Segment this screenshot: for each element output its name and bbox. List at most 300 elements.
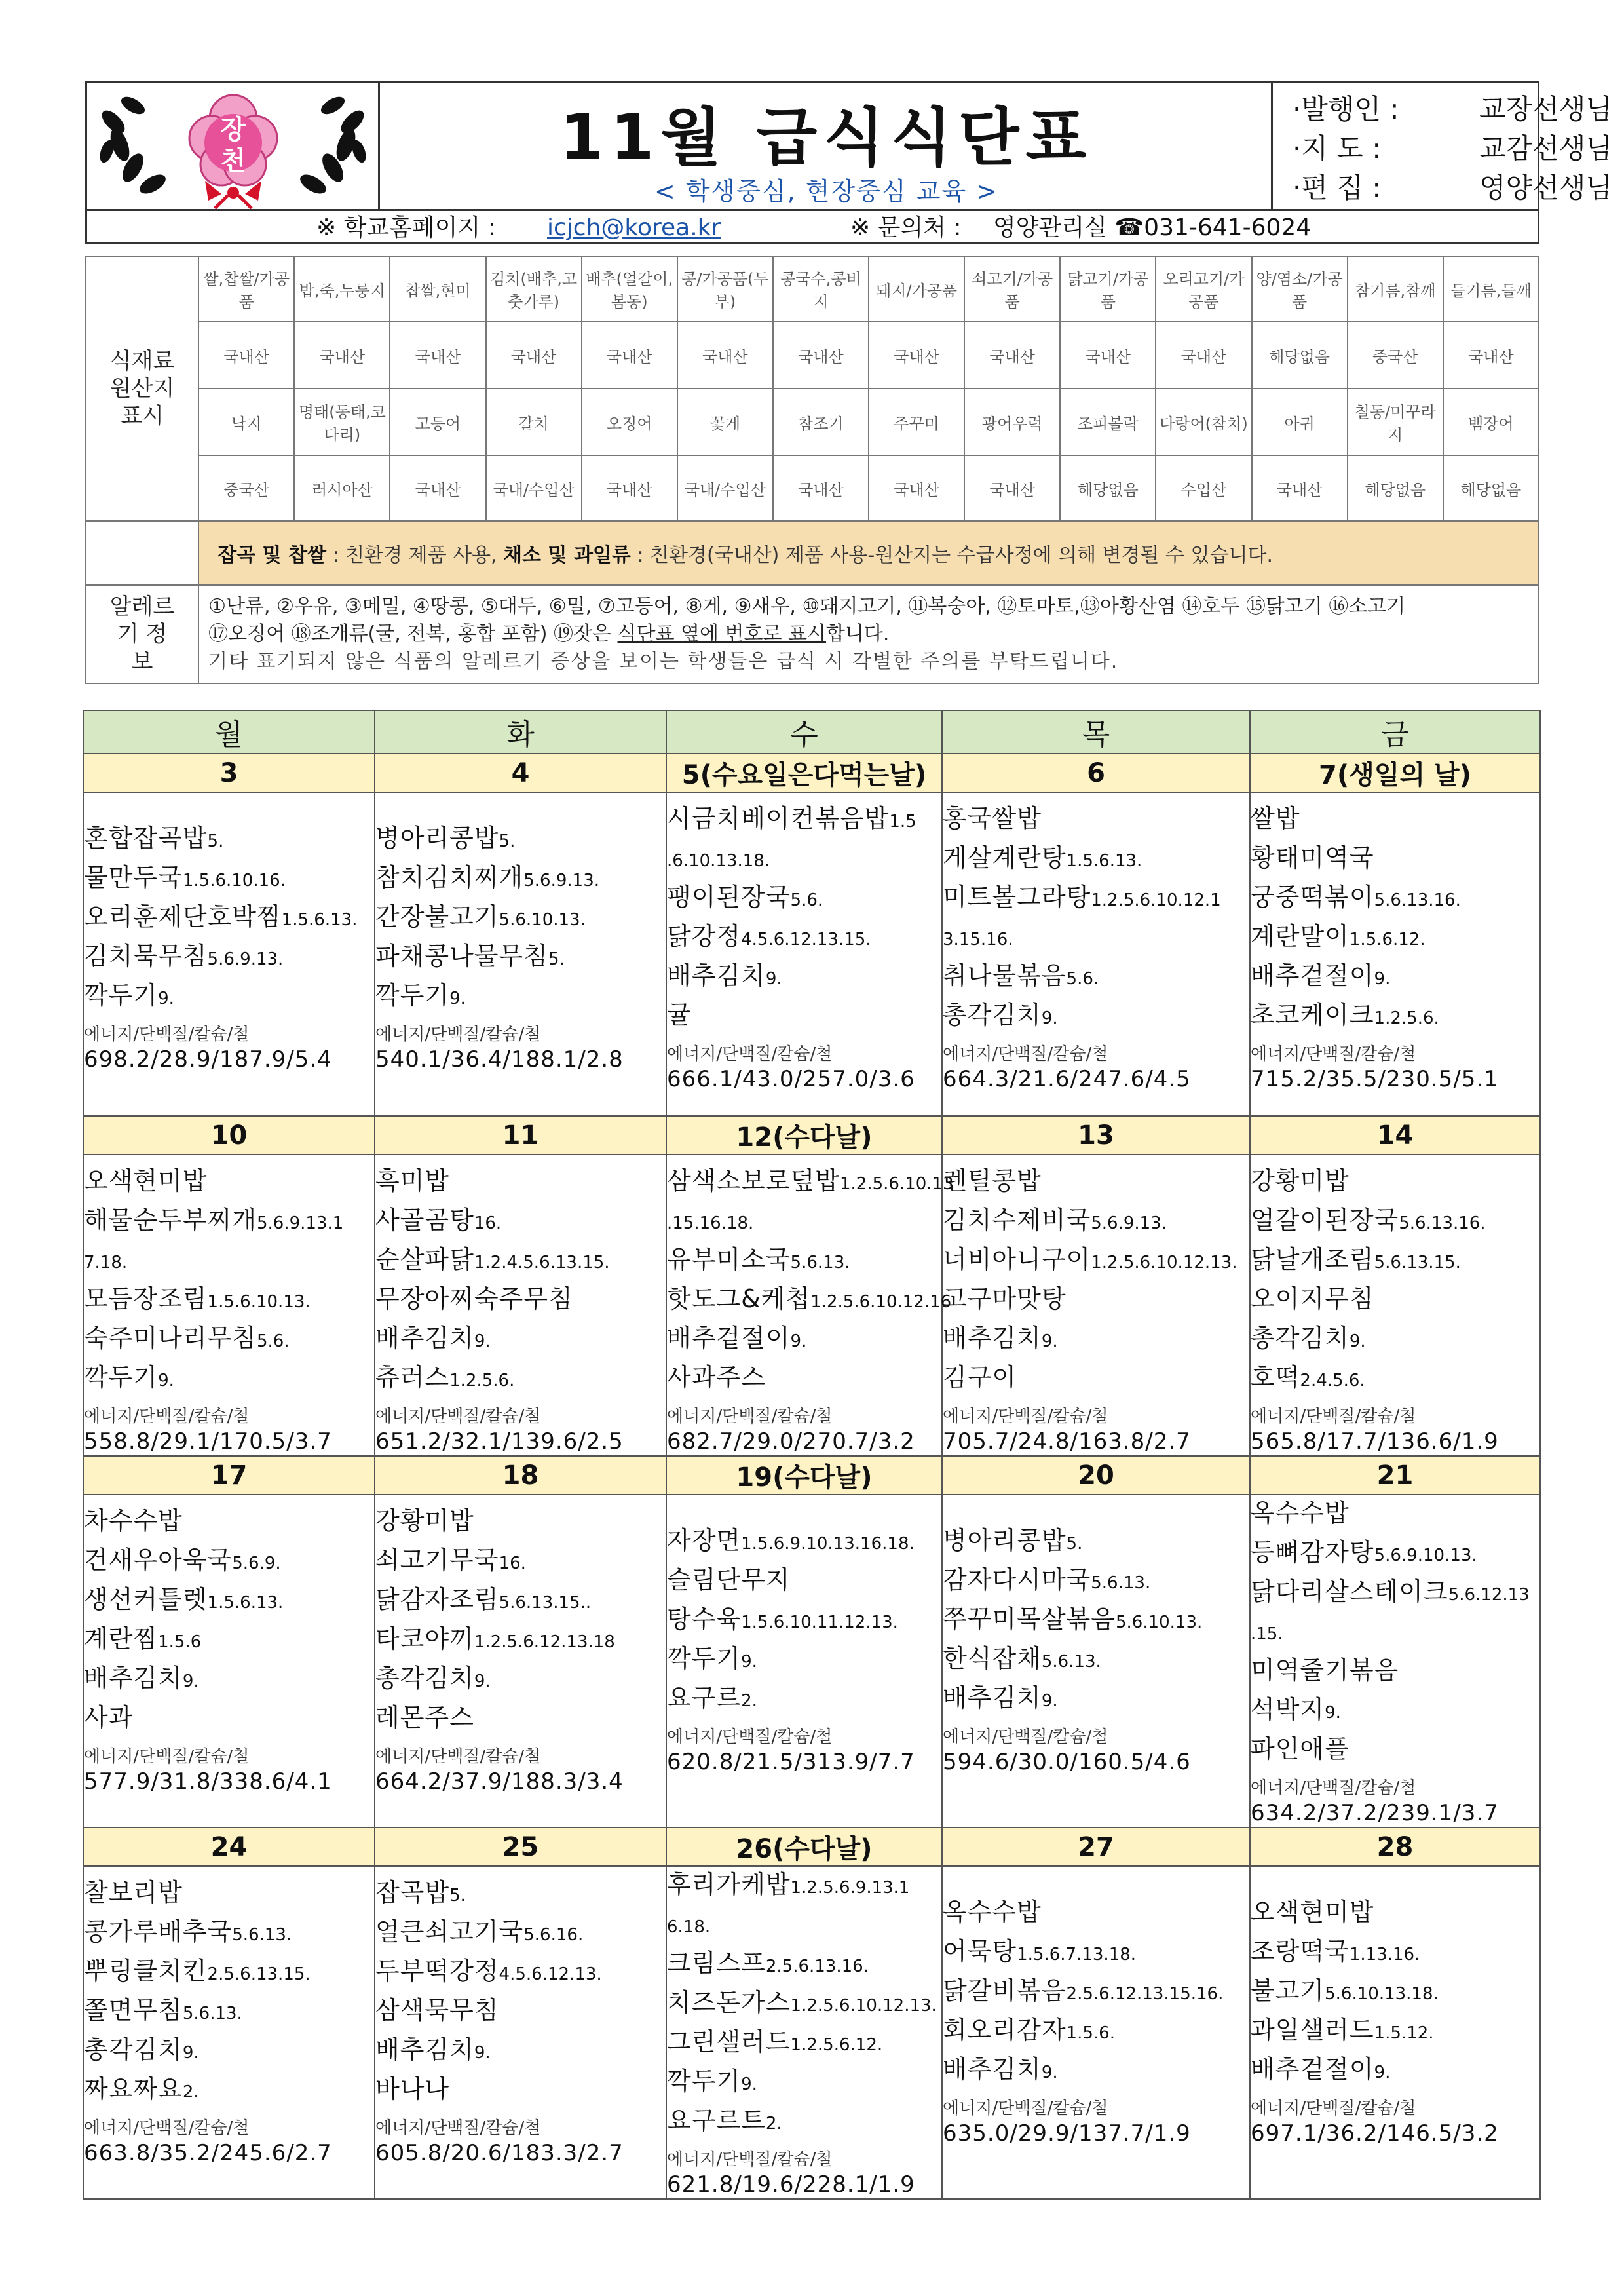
date-cell: 25 [375,1827,666,1866]
dish-name: 요구르 [667,1683,742,1712]
allergy-code: 9. [1349,1331,1366,1351]
allergy-code: 5.6. [790,890,823,910]
menu-cell [1250,1155,1540,1456]
dish-item [667,997,941,1037]
dish-name: 슬림단무지 [667,1565,791,1594]
menu-cell-content [375,793,666,1073]
dish-item [84,1993,374,2032]
dish-list [943,793,1249,1037]
origin-value: 국내산 [582,455,677,521]
dish-item [943,1894,1249,1934]
dish-name: 레몬주스 [375,1703,474,1732]
allergy-code: 1.2.5.6.10.12.13. [790,1996,937,2016]
dish-name: 총각김치 [943,1001,1042,1029]
allergy-code: 5.6.13. [182,2004,242,2023]
allergy-code: 9. [182,2043,199,2063]
header-box [85,81,1612,244]
menu-cell [666,792,942,1116]
dish-item [943,1320,1249,1360]
day-header: 화 [375,710,666,754]
allergy-code: 9. [1041,1691,1058,1711]
nutrition-value: 594.6/30.0/160.5/4.6 [943,1749,1191,1775]
dish-name: 깍두기 [375,981,450,1010]
allergy-code: 5.6.13.15. [1374,1253,1461,1272]
dish-item [943,840,1249,879]
dish-item [84,1953,374,1993]
origin-note-spacer [86,521,198,585]
dish-name: 팽이된장국 [667,883,791,911]
dish-name: 홍국쌀밥 [943,804,1042,833]
editor-key: ·편 집 : [1293,172,1382,204]
dish-name: 찰보리밥 [84,1878,183,1907]
allergy-code: 2.5.6.13.15. [207,1964,311,1984]
dish-item [943,2052,1249,2091]
allergy-code: 5. [449,1886,466,1905]
dish-item [1251,1320,1539,1360]
dish-item [1251,1613,1539,1653]
origin-item: 칠동/미꾸라지 [1348,389,1443,455]
dish-item [1251,801,1539,840]
dish-name: 요구르트 [667,2106,766,2135]
dish-item [943,1641,1249,1680]
origin-value: 국내산 [198,322,294,389]
dish-name: 총각김치 [375,1664,474,1693]
nutrition-label: 에너지/단백질/칼슘/철 [943,2099,1108,2118]
dish-name: 어묵탕 [943,1937,1017,1966]
origin-item: 쌀,찹쌀/가공품 [198,256,294,322]
dish-item [667,919,941,958]
dish-item [943,997,1249,1037]
allergy-code: 9. [158,989,174,1008]
dish-item [667,1906,941,1945]
date-cell: 11 [375,1116,666,1155]
allergy-code: 9. [449,989,466,1008]
allergy-code: 9. [474,1331,491,1351]
nutrition-value: 621.8/19.6/228.1/1.9 [667,2172,915,2198]
day-header: 월 [83,710,375,754]
dish-name: 강황미밥 [375,1506,474,1535]
dish-item [1251,919,1539,958]
dish-list [667,1867,941,2142]
allergy-code: 1.2.5.6.10.12.13. [1091,1253,1237,1272]
allergy-code: 5.6.9.10.13. [1374,1546,1477,1565]
dish-list [375,1867,666,2111]
allergy-code: 5.6. [256,1331,290,1351]
dish-item [667,1601,941,1641]
contact-bar [87,209,1538,242]
menu-cell-content [667,1495,941,1776]
allergy-code: 5.6.13.16. [1374,890,1461,910]
dish-item [667,1320,941,1360]
nutrition-label: 에너지/단백질/칼슘/철 [84,1747,250,1767]
dish-name: 총각김치 [1251,1324,1350,1352]
dish-name: 사과주스 [667,1363,766,1392]
allergy-line-2-a: ⑰오징어 ⑱조개류(굴, 전복, 홍합 포함) ⑲잣은 [208,622,618,645]
dish-name: 시금치베이컨볶음밥 [667,804,890,833]
dish-name: 유부미소국 [667,1245,791,1274]
dish-list [667,1495,941,1719]
menu-cell [83,1495,375,1827]
dish-name: 렌틸콩밥 [943,1166,1042,1195]
allergy-code: 6.18. [667,1917,711,1937]
allergy-code: 9. [1325,1703,1341,1723]
dish-name: 배추김치 [375,2035,474,2064]
dish-item [84,1242,374,1281]
dish-name: 뿌링클치킨 [84,1957,208,1985]
dish-name: 강황미밥 [1251,1166,1350,1195]
menu-cell [942,1866,1250,2199]
dish-item [943,958,1249,997]
dish-item [943,801,1249,840]
origin-item: 오리고기/가공품 [1156,256,1251,322]
dish-item [84,860,374,899]
nutrition-label: 에너지/단백질/칼슘/철 [84,2118,250,2138]
origin-value: 국내/수입산 [486,455,582,521]
allergy-code: 5. [207,832,224,851]
dish-item [667,1945,941,1985]
dish-item [943,1973,1249,2012]
allergy-code: 5.6.12.13 [1448,1585,1530,1605]
menu-cell-content [84,793,374,1073]
dish-name: 귤 [667,1001,692,1029]
origin-value: 국내산 [1060,322,1156,389]
allergy-code: 1.5.12. [1374,2023,1434,2043]
origin-item: 주꾸미 [869,389,964,455]
dish-item [375,978,666,1017]
dish-name: 쭈꾸미목살볶음 [943,1605,1116,1634]
dish-name: 참치김치찌개 [375,863,524,892]
dish-name: 오이지무침 [1251,1284,1374,1313]
dish-name: 얼큰쇠고기국 [375,1917,524,1946]
dish-name: 깍두기 [84,981,159,1010]
date-cell: 5(수요일은다먹는날) [666,754,942,792]
allergy-row [86,585,1539,683]
allergy-code: 5.6.10.13.18. [1325,1984,1439,2004]
dish-item [375,1953,666,1993]
dish-name: 황태미역국 [1251,843,1374,872]
allergy-code: 1.5.6.13. [1066,851,1142,871]
allergy-title: 알레르기 정보 [86,585,198,683]
dish-name: 흑미밥 [375,1166,450,1195]
editor-value: 영양선생님 [1479,172,1612,204]
origin-note [198,521,1539,585]
nutrition-value: 558.8/29.1/170.5/3.7 [84,1428,332,1455]
homepage-link[interactable]: icjch@korea.kr [547,214,721,241]
dish-name: 배추김치 [943,1683,1042,1712]
dish-item [943,879,1249,919]
dish-name: 츄러스 [375,1363,450,1392]
origin-value: 해당없음 [1348,455,1443,521]
dish-name: 배추김치 [375,1324,474,1352]
dish-name: 자장면 [667,1526,742,1555]
menu-cell-content [1251,1155,1539,1455]
allergy-code: 1.5.6.7.13.18. [1017,1945,1137,1964]
dish-item [1251,1202,1539,1242]
title-area [380,83,1273,209]
date-row [83,1116,1540,1155]
origin-item: 아귀 [1252,389,1348,455]
nutrition-label: 에너지/단백질/칼슘/철 [667,1727,833,1747]
dish-name: 너비아니구이 [943,1245,1091,1274]
date-cell: 4 [375,754,666,792]
date-row [83,1827,1540,1866]
note-veg-label: 채소 및 과일류 [503,544,631,567]
dish-name: 김치묵무침 [84,942,208,970]
allergy-code: 4.5.6.12.13. [499,1964,602,1984]
menu-cell-content [667,793,941,1093]
dish-name: 배추김치 [943,2055,1042,2084]
allergy-code: 1.2.5.6.10.12.16 [810,1292,952,1312]
dish-item [375,1660,666,1700]
dish-name: 옥수수밥 [943,1898,1042,1926]
allergy-code: 1.5.6. [1066,2023,1115,2043]
dish-item [1251,1894,1539,1934]
dish-name: 순살파닭 [375,1245,474,1274]
origin-value: 수입산 [1156,455,1251,521]
nutrition-value: 540.1/36.4/188.1/2.8 [375,1046,624,1073]
dish-item [375,1700,666,1739]
menu-cell-content [375,1495,666,1795]
day-header: 금 [1250,710,1540,754]
date-cell: 6 [942,754,1250,792]
allergy-code: 1.5.6.13. [281,910,358,930]
dish-name: 총각김치 [84,2035,183,2064]
dish-item [1251,840,1539,879]
dish-item [1251,1495,1539,1535]
origin-item: 참조기 [773,389,869,455]
dish-list [943,1495,1249,1719]
dish-item [84,978,374,1017]
origin-row-items-2 [86,389,1539,455]
origin-item: 갈치 [486,389,582,455]
allergy-code: 5.6.9.13. [1091,1214,1167,1233]
allergy-code: 5.6.10.13. [499,910,586,930]
allergy-code: 1.5.6 [158,1632,202,1652]
allergy-code: 1.5.6.10.13. [207,1292,311,1312]
origin-value: 국내산 [1443,322,1539,389]
nutrition-value: 705.7/24.8/163.8/2.7 [943,1428,1191,1455]
dish-item [84,1202,374,1242]
origin-row-values-2 [86,455,1539,521]
allergy-info [198,585,1539,683]
dish-item [667,1360,941,1399]
nutrition-label: 에너지/단백질/칼슘/철 [1251,1778,1416,1798]
dish-item [667,1641,941,1680]
allergy-code: 5.6.9.13. [523,871,600,890]
allergy-code: 5.6.9. [232,1554,281,1573]
origin-value: 국내산 [869,455,964,521]
dish-item [943,1601,1249,1641]
allergy-code: 16. [499,1554,526,1573]
allergy-code: 9. [474,2043,491,2063]
dish-item [375,1914,666,1953]
allergy-code: 9. [1041,1331,1058,1351]
day-header: 수 [666,710,942,754]
note-veg-text: : 친환경(국내산) 제품 사용-원산지는 수급사정에 의해 변경될 수 있습니다. [630,544,1274,567]
dish-item [375,820,666,860]
menu-cell [666,1155,954,1456]
allergy-code: 9. [182,1672,199,1691]
dish-list [375,1155,666,1399]
nutrition-label: 에너지/단백질/칼슘/철 [1251,1044,1416,1064]
date-cell: 7(생일의 날) [1250,754,1540,792]
allergy-code: 2. [765,2114,782,2133]
allergy-code: 1.2.5.6.12.13.18 [474,1632,615,1652]
menu-cell [1250,792,1540,1116]
allergy-code: 1.5 [889,812,916,832]
dish-item [1251,1163,1539,1202]
menu-cell [942,792,1250,1116]
dish-name: 미역줄기볶음 [1251,1656,1399,1685]
allergy-code: 9. [1374,969,1391,989]
dish-list [667,793,941,1037]
origin-item: 콩/가공품(두부) [677,256,773,322]
dish-item [375,1993,666,2032]
allergy-code: 9. [765,969,782,989]
nutrition-label: 에너지/단백질/칼슘/철 [1251,1407,1416,1426]
dish-item [667,2024,941,2063]
dish-item [667,958,941,997]
allergy-code: 5. [1066,1534,1083,1554]
date-cell: 14 [1250,1116,1540,1155]
dish-name: 생선커틀렛 [84,1585,208,1614]
dish-name: 궁중떡볶이 [1251,883,1374,911]
dish-item [375,1202,666,1242]
nutrition-value: 651.2/32.1/139.6/2.5 [375,1428,624,1455]
dish-name: 깍두기 [667,1644,742,1673]
dish-name: 취나물볶음 [943,961,1067,990]
origin-item: 배추(얼갈이,봄동) [582,256,677,322]
day-header: 목 [942,710,1250,754]
origin-item: 돼지/가공품 [869,256,964,322]
dish-item [1251,1653,1539,1692]
origin-table [85,256,1539,684]
origin-value: 국내산 [486,322,582,389]
menu-cell-content [84,1155,374,1455]
dish-item [1251,958,1539,997]
dish-item [667,1281,952,1320]
dish-name: 닭다리살스테이크 [1251,1577,1448,1606]
origin-item: 콩국수,콩비지 [773,256,869,322]
allergy-code: 5.6.13.15.. [499,1593,592,1613]
dish-item [943,919,1249,958]
nutrition-label: 에너지/단백질/칼슘/철 [84,1025,250,1044]
date-cell: 13 [942,1116,1250,1155]
dish-item [1251,879,1539,919]
origin-value: 해당없음 [1060,455,1156,521]
origin-value: 국내산 [773,455,869,521]
menu-cell [375,1155,666,1456]
dish-name: 후리가케밥 [667,1870,791,1899]
menu-cell-content [667,1155,954,1455]
dish-name: 오리훈제단호박찜 [84,902,282,931]
dish-item [375,1582,666,1621]
dish-name: 계란찜 [84,1624,159,1653]
dish-item [1251,1692,1539,1731]
dish-name: 오색현미밥 [84,1166,208,1195]
dish-name: 탕수육 [667,1605,742,1634]
dish-item [84,1542,374,1582]
menu-cell [83,1155,375,1456]
allergy-code: 2. [182,2082,199,2102]
dish-name: 쇠고기무국 [375,1546,499,1575]
dish-name: 쫄면무침 [84,1996,183,2025]
dish-item [375,1281,666,1320]
dish-item [375,1503,666,1542]
dish-item [84,1503,374,1542]
dish-item [84,1914,374,1953]
origin-value: 국내산 [294,322,390,389]
menu-cell-content [1251,1495,1539,1827]
dish-name: 사골곰탕 [375,1206,474,1234]
allergy-code: 5.6.13.16. [1399,1214,1486,1233]
nutrition-label: 에너지/단백질/칼슘/철 [943,1407,1108,1426]
allergy-code: 1.5.6.12. [1349,930,1426,949]
publisher-value: 교장선생님 [1479,93,1612,125]
date-cell: 24 [83,1827,375,1866]
nutrition-value: 577.9/31.8/338.6/4.1 [84,1769,332,1795]
dish-name: 모듬장조림 [84,1284,208,1313]
dish-name: 등뼈감자탕 [1251,1538,1374,1567]
date-cell: 27 [942,1827,1250,1866]
homepage-label: ※ 학교홈페이지 : [316,214,496,241]
menu-cell-content [943,1867,1249,2147]
dish-item [84,1360,374,1399]
dish-item [943,1360,1249,1399]
dish-item [943,2012,1249,2052]
nutrition-label: 에너지/단백질/칼슘/철 [667,1044,833,1064]
allergy-code: 1.5.6.9.10.13.16.18. [741,1534,915,1554]
dish-item [1251,1242,1539,1281]
origin-item: 낙지 [198,389,294,455]
dish-name: 한식잡채 [943,1644,1042,1673]
dish-item [667,801,941,840]
dish-item [1251,1535,1539,1574]
dish-item [667,879,941,919]
dish-item [1251,1281,1539,1320]
dish-item [84,1700,374,1739]
date-cell: 21 [1250,1456,1540,1495]
dish-item [1251,2052,1539,2091]
dish-name: 짜요짜요 [84,2075,183,2103]
dish-item [943,1163,1249,1202]
allergy-code: .15. [1251,1624,1283,1644]
dish-name: 닭강정 [667,922,742,951]
origin-row-items-1 [86,256,1539,322]
dish-item [375,2071,666,2111]
nutrition-label: 에너지/단백질/칼슘/철 [667,1407,833,1426]
dish-name: 회오리감자 [943,2016,1067,2044]
supervisor-key: ·지 도 : [1293,132,1382,164]
dish-item [943,1281,1249,1320]
menu-cell-content [943,1155,1249,1455]
dish-name: 배추겉절이 [1251,961,1374,990]
origin-item: 양/염소/가공품 [1252,256,1348,322]
dish-name: 해물순두부찌개 [84,1206,257,1234]
dish-list [943,1155,1249,1399]
allergy-code: 9. [1374,2063,1391,2082]
date-row [83,754,1540,792]
dish-name: 배추김치 [84,1664,183,1693]
dish-name: 닭갈비볶음 [943,1976,1067,2005]
dish-item [943,1242,1249,1281]
origin-item: 다랑어(참치) [1156,389,1251,455]
dish-name: 파인애플 [1251,1734,1350,1763]
dish-item [667,1242,941,1281]
allergy-code: 5.6.9.13.1 [256,1214,344,1233]
dish-name: 불고기 [1251,1976,1325,2005]
allergy-code: 1.5.6.10.16. [182,871,286,890]
